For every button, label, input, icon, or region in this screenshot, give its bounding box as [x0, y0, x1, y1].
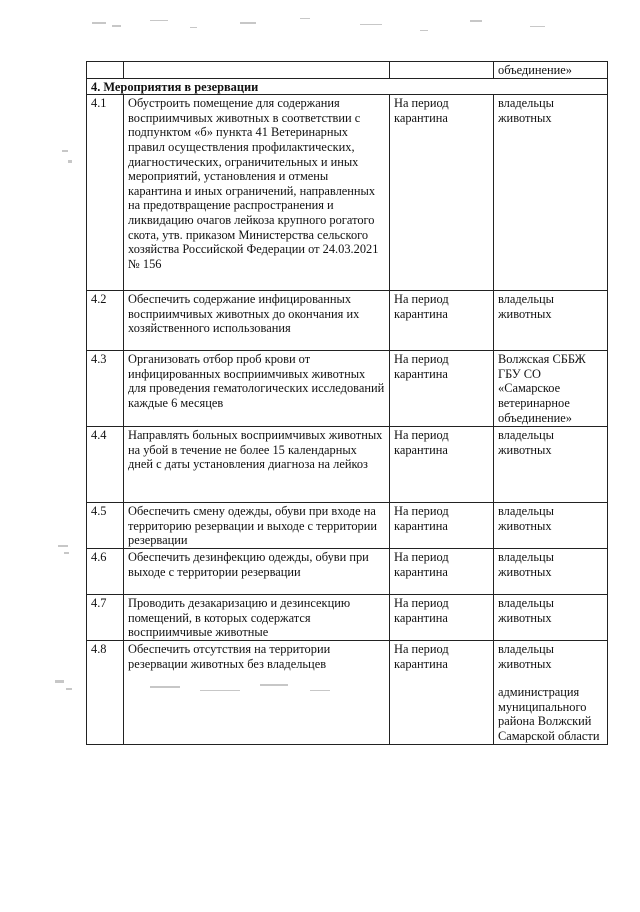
- section-header-row: [87, 78, 608, 95]
- row-number: 4.1: [87, 95, 124, 291]
- row-responsible: владельцы животных: [494, 427, 608, 503]
- row-number: 4.2: [87, 291, 124, 351]
- table-row: [87, 427, 608, 503]
- measures-table: [86, 61, 608, 745]
- table-row: [87, 351, 608, 427]
- table-row: [87, 95, 608, 291]
- row-task: Обеспечить смену одежды, обуви при входе на территорию резервации и выходе с территории резервации: [124, 503, 390, 549]
- row-task: Направлять больных восприимчивых животных на убой в течение не более 15 календарных дней с даты установления диагноза на лейкоз: [124, 427, 390, 503]
- row-term: На период карантина: [390, 503, 494, 549]
- table-row: [87, 503, 608, 549]
- table-row-continued: [87, 62, 608, 79]
- row-task: Обустроить помещение для содержания восприимчивых животных в соответствии с подпунктом «б» пункта 41 Ветеринарных правил осуществления профилактических, диагностических, ограничительных и иных мероприятий, установления и отмены карантина и иных ограничений, направленных на предотвращение распространения и ликвидацию очагов лейкоза крупного рогатого скота, утв. приказом Министерства сельского хозяйства Российской Федерации от 24.03.2021 № 156: [124, 95, 390, 291]
- row-term: На период карантина: [390, 291, 494, 351]
- row-responsible: владельцы животных: [494, 291, 608, 351]
- row-term: На период карантина: [390, 549, 494, 595]
- cell-responsible: объединение»: [494, 62, 608, 79]
- row-responsible: владельцы животных: [494, 503, 608, 549]
- row-term: На период карантина: [390, 95, 494, 291]
- row-task: Обеспечить отсутствия на территории резервации животных без владельцев: [124, 640, 390, 744]
- row-responsible-group: [494, 640, 608, 744]
- row-responsible: владельцы животных: [498, 641, 554, 671]
- section-title: 4. Мероприятия в резервации: [87, 78, 608, 95]
- row-number: 4.5: [87, 503, 124, 549]
- row-number: 4.4: [87, 427, 124, 503]
- row-task: Обеспечить содержание инфицированных восприимчивых животных до окончания их хозяйственного использования: [124, 291, 390, 351]
- table-row: [87, 549, 608, 595]
- row-responsible: владельцы животных: [494, 549, 608, 595]
- row-term: На период карантина: [390, 640, 494, 744]
- table-row: [87, 640, 608, 744]
- row-task: Организовать отбор проб крови от инфицированных восприимчивых животных для проведения гематологических исследований каждые 6 месяцев: [124, 351, 390, 427]
- row-number: 4.3: [87, 351, 124, 427]
- row-term: На период карантина: [390, 595, 494, 641]
- row-responsible-extra: администрация муниципального района Волжский Самарской области: [498, 685, 600, 743]
- row-task: Проводить дезакаризацию и дезинсекцию помещений, в которых содержатся восприимчивые животные: [124, 595, 390, 641]
- row-responsible: владельцы животных: [494, 95, 608, 291]
- row-number: 4.6: [87, 549, 124, 595]
- row-number: 4.7: [87, 595, 124, 641]
- row-term: На период карантина: [390, 351, 494, 427]
- table-row: [87, 291, 608, 351]
- row-task: Обеспечить дезинфекцию одежды, обуви при выходе с территории резервации: [124, 549, 390, 595]
- cell-term: [390, 62, 494, 79]
- cell-gap: [498, 671, 603, 685]
- cell-num: [87, 62, 124, 79]
- row-number: 4.8: [87, 640, 124, 744]
- row-responsible: Волжская СББЖ ГБУ СО «Самарское ветеринарное объединение»: [494, 351, 608, 427]
- row-term: На период карантина: [390, 427, 494, 503]
- table-row: [87, 595, 608, 641]
- row-responsible: владельцы животных: [494, 595, 608, 641]
- cell-task: [124, 62, 390, 79]
